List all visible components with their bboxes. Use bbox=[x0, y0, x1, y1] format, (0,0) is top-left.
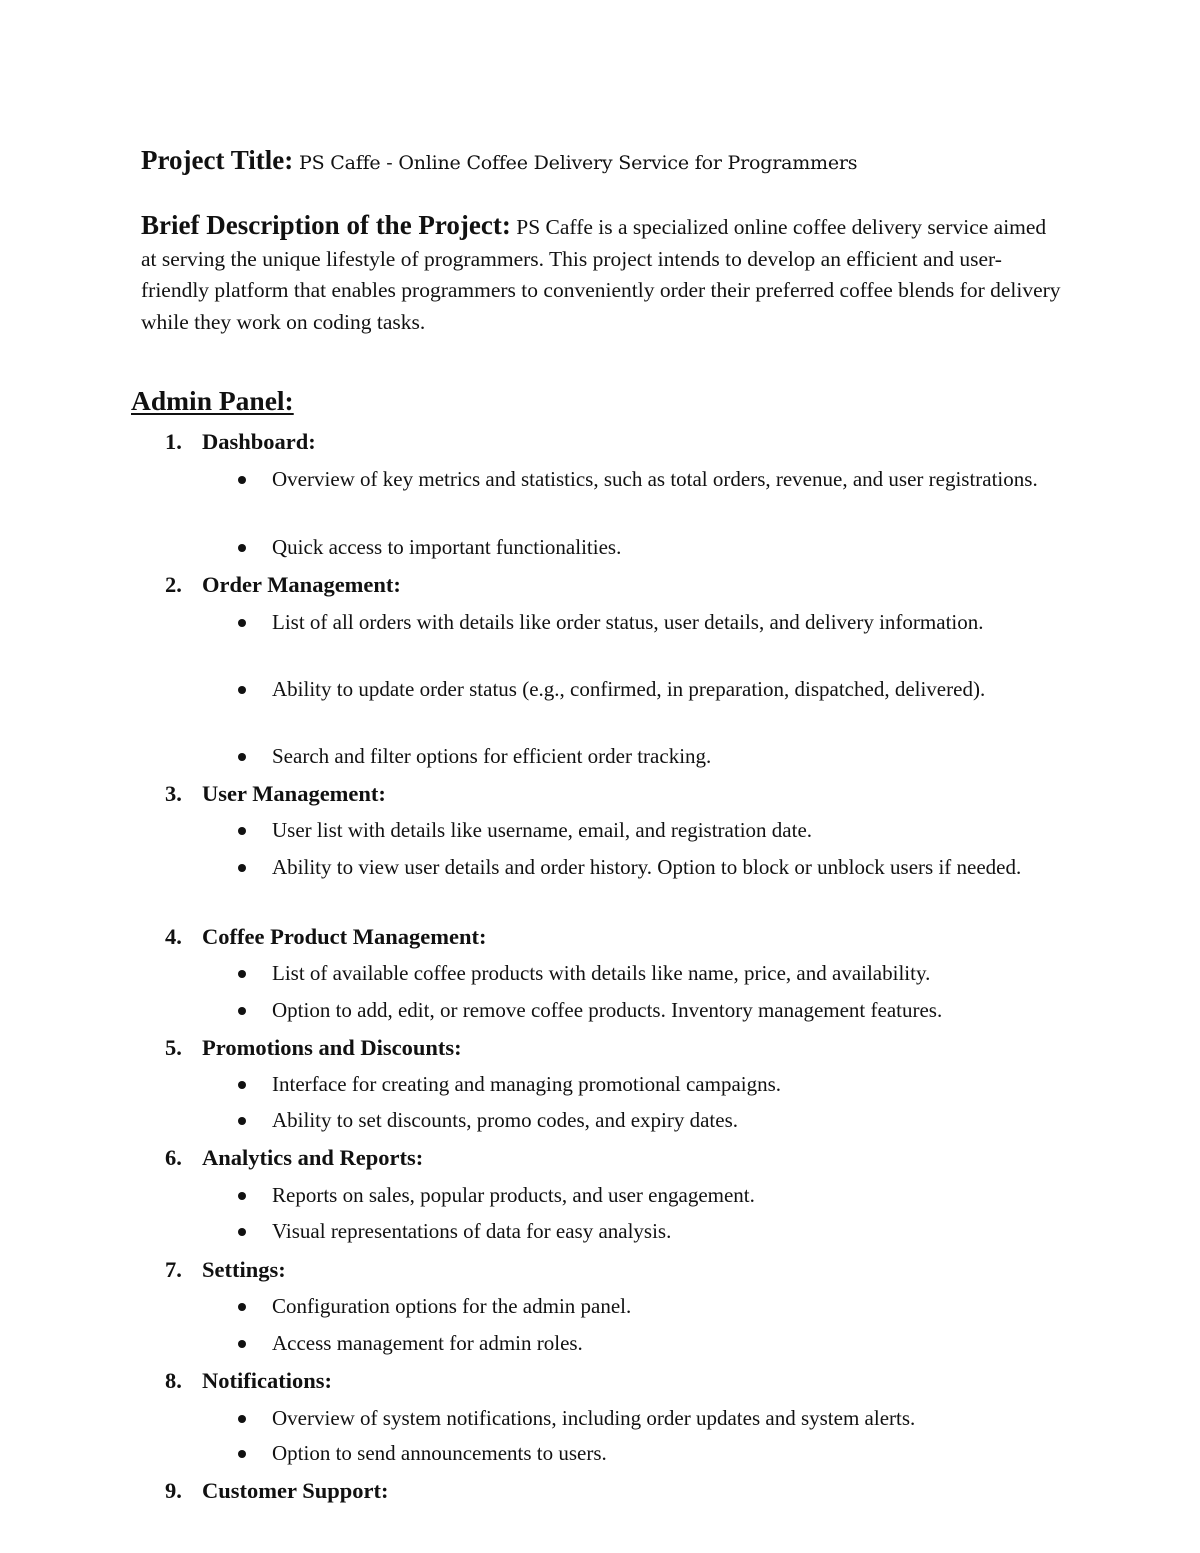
section-title-promotions-and-discounts bbox=[165, 1033, 462, 1063]
section-number: 1. bbox=[165, 429, 182, 454]
section-title-settings bbox=[165, 1255, 286, 1285]
list-item: Reports on sales, popular products, and user engagement. bbox=[272, 1180, 1062, 1211]
section-number: 4. bbox=[165, 924, 182, 949]
list-item: Quick access to important functionalities. bbox=[272, 532, 1062, 563]
section-title-coffee-product-management bbox=[165, 922, 487, 952]
list-item: Access management for admin roles. bbox=[272, 1328, 1062, 1359]
list-item: Option to send announcements to users. bbox=[272, 1438, 1062, 1469]
list-item: List of all orders with details like order status, user details, and delivery information. bbox=[272, 607, 1062, 638]
section-title-analytics-and-reports bbox=[165, 1143, 423, 1173]
section-number: 5. bbox=[165, 1035, 182, 1060]
list-item: Option to add, edit, or remove coffee products. Inventory management features. bbox=[272, 995, 1062, 1026]
list-item: User list with details like username, email, and registration date. bbox=[272, 815, 1062, 846]
section-number: 7. bbox=[165, 1257, 182, 1282]
description-label: Brief Description of the Project: bbox=[141, 210, 511, 240]
section-title-text: Promotions and Discounts: bbox=[202, 1035, 462, 1060]
section-number: 8. bbox=[165, 1368, 182, 1393]
project-title bbox=[141, 140, 1101, 183]
list-item: Search and filter options for efficient order tracking. bbox=[272, 741, 1062, 772]
project-description bbox=[141, 210, 1066, 338]
list-item: List of available coffee products with details like name, price, and availability. bbox=[272, 958, 1062, 989]
section-title-text: Order Management: bbox=[202, 572, 401, 597]
section-number: 9. bbox=[165, 1478, 182, 1503]
section-title-text: Settings: bbox=[202, 1257, 286, 1282]
section-title-text: Notifications: bbox=[202, 1368, 332, 1393]
list-item: Ability to update order status (e.g., confirmed, in preparation, dispatched, delivered). bbox=[272, 674, 1062, 705]
description-text: PS Caffe is a specialized online coffee delivery service aimed at serving the unique lifestyle of programmers. This project intends to develop an efficient and user-friendly platform that enables programmers to conveniently order their preferred coffee blends for delivery while they work on coding tasks. bbox=[141, 215, 1061, 334]
section-number: 6. bbox=[165, 1145, 182, 1170]
section-title-notifications bbox=[165, 1366, 332, 1396]
section-number: 2. bbox=[165, 572, 182, 597]
section-title-text: User Management: bbox=[202, 781, 386, 806]
section-title-order-management bbox=[165, 570, 401, 600]
section-title-customer-support bbox=[165, 1476, 388, 1506]
section-title-text: Coffee Product Management: bbox=[202, 924, 487, 949]
list-item: Ability to set discounts, promo codes, and expiry dates. bbox=[272, 1105, 1062, 1136]
list-item: Overview of key metrics and statistics, such as total orders, revenue, and user registrations. bbox=[272, 464, 1062, 495]
section-title-text: Customer Support: bbox=[202, 1478, 389, 1503]
list-item: Overview of system notifications, including order updates and system alerts. bbox=[272, 1403, 1062, 1434]
list-item: Ability to view user details and order history. Option to block or unblock users if needed. bbox=[272, 852, 1062, 883]
section-title-dashboard bbox=[165, 427, 316, 457]
project-title-text: PS Caffe - Online Coffee Delivery Service for Programmers bbox=[293, 152, 858, 174]
section-title-text: Analytics and Reports: bbox=[202, 1145, 424, 1170]
list-item: Configuration options for the admin panel. bbox=[272, 1291, 1062, 1322]
project-title-label: Project Title: bbox=[141, 145, 294, 175]
section-title-text: Dashboard: bbox=[202, 429, 316, 454]
admin-panel-heading: Admin Panel: bbox=[131, 385, 294, 416]
section-number: 3. bbox=[165, 781, 182, 806]
section-title-user-management bbox=[165, 779, 386, 809]
list-item: Visual representations of data for easy analysis. bbox=[272, 1216, 1062, 1247]
list-item: Interface for creating and managing promotional campaigns. bbox=[272, 1069, 1062, 1100]
